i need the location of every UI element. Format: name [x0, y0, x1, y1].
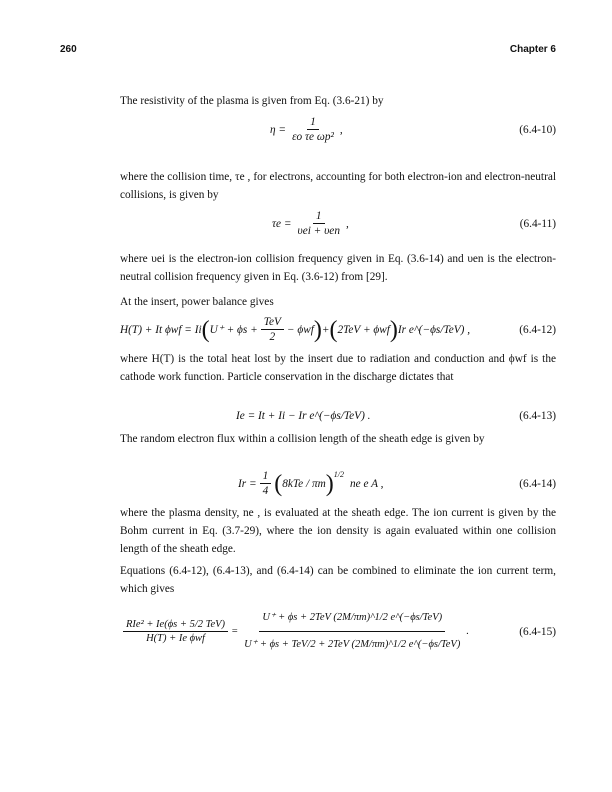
denominator: 4 [262, 485, 269, 497]
chapter-title: Chapter 6 [509, 44, 556, 55]
equation-6-4-15 [120, 606, 556, 657]
equation-number: (6.4-15) [519, 625, 556, 638]
denominator: U⁺ + ϕs + TeV/2 + 2TeV (2M/πm)^1/2 e^(−ϕs/TeV) [244, 639, 461, 650]
fraction [261, 316, 284, 343]
paragraph: At the insert, power balance gives [120, 296, 274, 308]
paragraph: The resistivity of the plasma is given from Eq. (3.6-21) by [120, 95, 384, 107]
paragraph: The random electron flux within a collision length of the sheath edge is given by [120, 433, 485, 445]
equation-6-4-14: Ir = $\frac{1}{4}$ ( 8kTe / πm ) $^{1/2}$ ne e A , (6.4-14) [238, 470, 556, 497]
eq-part: ne e A , [350, 477, 384, 490]
denominator: εo τe ωp² [292, 131, 334, 143]
equation-number: (6.4-10) [519, 123, 556, 136]
fraction [289, 116, 337, 143]
eq-part: U⁺ + ϕs + [209, 324, 258, 336]
exponent: 1/2 [333, 470, 345, 479]
denominator: υei + υen [297, 225, 340, 237]
numerator: RIe² + Ie(ϕs + 5/2 TeV) [123, 619, 228, 632]
paragraph: where the collision time, τe , for electrons, accounting for both electron-ion and electron-neutral collisions, is given by [120, 171, 556, 201]
equation-6-4-10 [270, 116, 556, 143]
numerator: TeV [261, 316, 284, 330]
denominator: H(T) + Ie ϕwf [146, 633, 205, 644]
eq-tail: , [339, 123, 343, 136]
paragraph: where the plasma density, ne , is evaluated at the sheath edge. The ion current is given by the Bohm current in Eq. (3.7-29), where the ion density is again evaluated within one collision length of the sheath edge. [120, 507, 556, 555]
equation-number: (6.4-14) [519, 477, 556, 490]
numerator: U⁺ + ϕs + 2TeV (2M/πm)^1/2 e^(−ϕs/TeV) [259, 606, 445, 632]
eq-part: H(T) + It ϕwf = Ii [120, 323, 202, 336]
equation-6-4-12: H(T) + It ϕwf = Ii ( U⁺ + ϕs + $\frac{\text{TeV}}{2}$ − ϕwf ) + ( 2TeV + ϕwf ) Ir e^(−ϕs/TeV) , (6.4-12) [120, 316, 556, 343]
equation-number: (6.4-11) [519, 217, 556, 230]
rhs-fraction [241, 606, 463, 657]
equation-6-4-13 [236, 410, 556, 422]
paragraph: where H(T) is the total heat lost by the insert due to radiation and conduction and ϕwf is the cathode work function. Particle conservation in the discharge dictates that [120, 353, 556, 383]
numerator: 1 [313, 210, 325, 224]
eq-part: + [321, 323, 330, 336]
equals: = [231, 626, 239, 637]
equation-number: (6.4-13) [519, 410, 556, 422]
page-number: 260 [60, 44, 77, 55]
paragraph: Equations (6.4-12), (6.4-13), and (6.4-14) can be combined to eliminate the ion current term, which gives [120, 565, 556, 595]
eq-lhs: Ir = [238, 477, 257, 490]
denominator: 2 [269, 331, 276, 343]
eq-part: 2TeV + ϕwf [337, 323, 390, 336]
numerator: 1 [307, 116, 319, 130]
eq-tail: . [466, 626, 469, 637]
eq-part: − ϕwf [286, 323, 314, 336]
equation-6-4-11 [272, 210, 556, 237]
eq-lhs: τe = [272, 217, 292, 230]
paragraph: where υei is the electron-ion collision frequency given in Eq. (3.6-14) and υen is the electron-neutral collision frequency given in Eq. (3.6-12) from [29]. [120, 253, 556, 283]
eq-body: Ie = It + Ii − Ir e^(−ϕs/TeV) . [236, 410, 371, 422]
fraction [295, 210, 343, 237]
numerator: 1 [260, 470, 272, 484]
fraction [260, 470, 272, 497]
equation-number: (6.4-12) [519, 323, 556, 336]
eq-lhs: η = [270, 123, 287, 136]
eq-part: Ir e^(−ϕs/TeV) , [397, 323, 471, 336]
eq-part: 8kTe / πm [282, 477, 326, 490]
lhs-fraction [123, 619, 228, 644]
eq-tail: , [345, 217, 349, 230]
